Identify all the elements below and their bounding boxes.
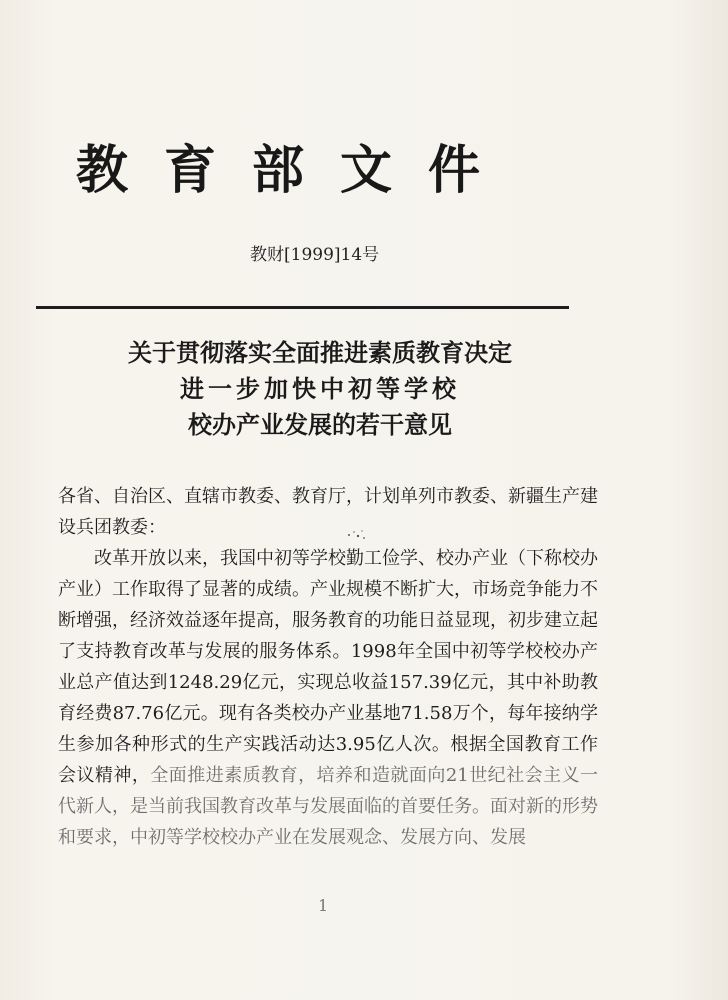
body-paragraph-main: 改革开放以来，我国中初等学校勤工俭学、校办产业（下称校办产业）工作取得了显著的成绩。产业规模不断扩大，市场竞争能力不断增强，经济效益逐年提高，服务教育的功能日益显现，初步建立起了支持教育改革与发展的服务体系。1998年全国中初等学校校办产业总产值达到1248.29亿元，实现总收益157.39亿元，其中补助教育经费87.76亿元。现有各类校办产业基地71.58万个，每年接纳学生参加各种形式的生产实践活动达3.95亿人次。根据全国教育工作会议精神， — [58, 548, 598, 786]
document-header: 教育部文件 — [76, 140, 517, 201]
header-divider — [36, 306, 569, 309]
document-title — [60, 335, 580, 443]
body-paragraph — [58, 543, 598, 853]
document-number: 教财[1999]14号 — [250, 245, 380, 265]
title-line-1: 关于贯彻落实全面推进素质教育决定 — [128, 339, 512, 367]
document-body — [58, 481, 598, 853]
addressee-paragraph: 各省、自治区、直辖市教委、教育厅，计划单列市教委、新疆生产建设兵团教委： — [58, 486, 598, 538]
page-number: 1 — [318, 896, 329, 915]
title-line-3: 校办产业发展的若干意见 — [188, 411, 452, 439]
title-line-2: 进一步加快中初等学校 — [180, 375, 460, 403]
body-paragraph-faded: 全面推进素质教育，培养和造就面向21世纪社会主义一代新人，是当前我国教育改革与发展面临的首要任务。面对新的形势和要求，中初等学校校办产业在发展观念、发展方向、发展 — [58, 765, 599, 848]
